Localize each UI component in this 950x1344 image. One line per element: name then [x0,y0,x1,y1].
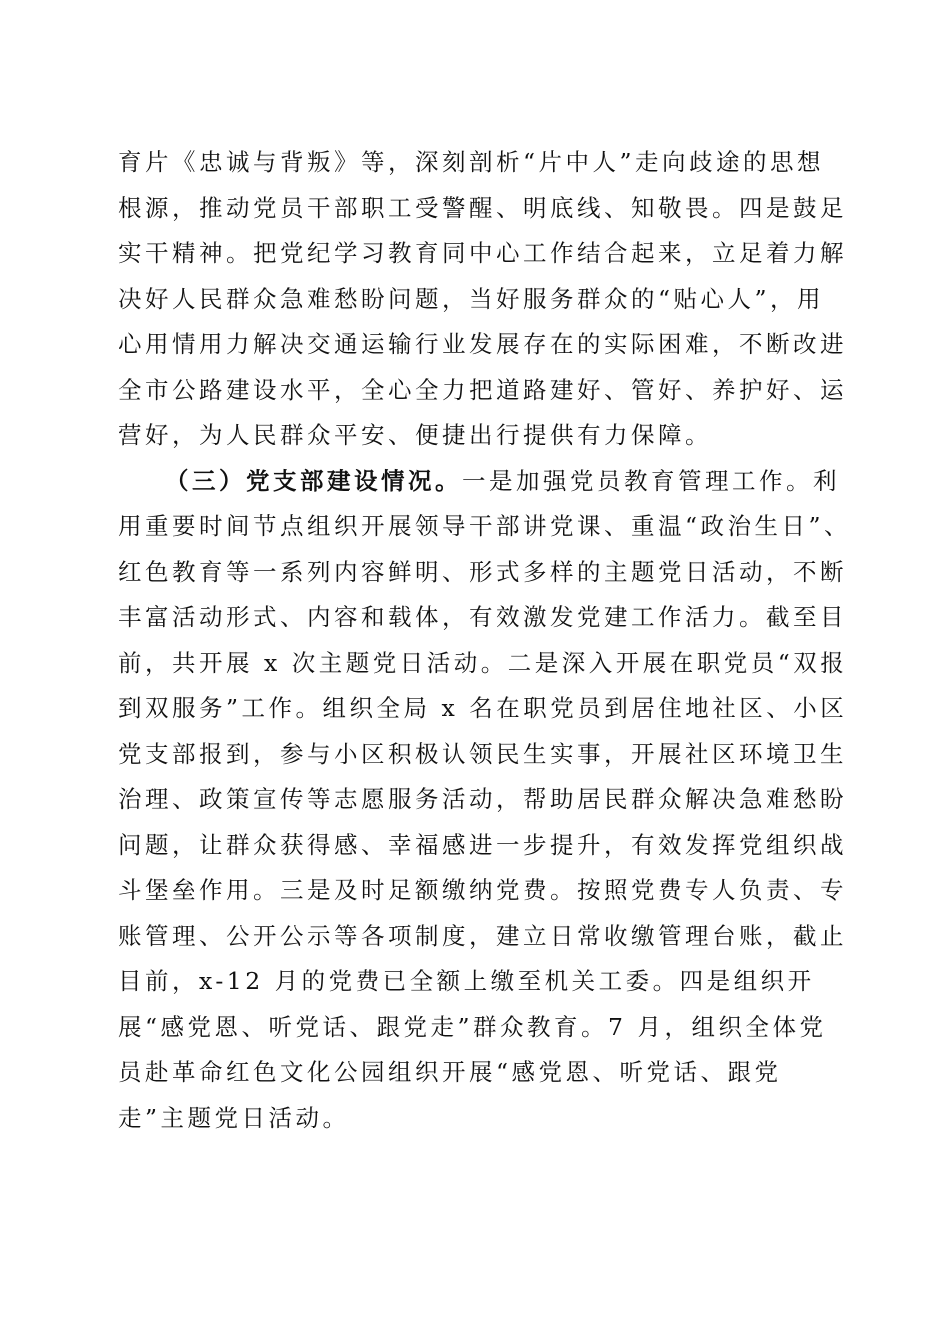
paragraph-2-line-6: 到双服务”工作。组织全局 x 名在职党员到居住地社区、小区 [118,694,848,722]
document-body [118,140,852,1141]
paragraph-2-line-13: 展“感党恩、听党话、跟党走”群众教育。7 月，组织全体党 [118,1012,827,1041]
paragraph-2-line-5: 前，共开展 x 次主题党日活动。二是深入开展在职党员“双报 [118,648,848,677]
paragraph-2-line-9: 问题，让群众获得感、幸福感进一步提升，有效发挥党组织战 [118,830,847,859]
paragraph-1-line-4: 决好人民群众急难愁盼问题，当好服务群众的“贴心人”，用 [118,284,825,313]
paragraph-2-line-1-text: 一是加强党员教育管理工作。利 [462,466,840,495]
paragraph-1-line-1: 育片《忠诚与背叛》等，深刻剖析“片中人”走向歧途的思想 [118,148,825,176]
paragraph-1-line-2: 根源，推动党员干部职工受警醒、明底线、知敬畏。四是鼓足 [118,193,847,222]
paragraph-2-line-14: 员赴革命红色文化公园组织开展“感党恩、听党话、跟党 [118,1058,782,1086]
paragraph-2-line-12: 目前，x-12 月的党费已全额上缴至机关工委。四是组织开 [118,967,815,995]
paragraph-2-line-11: 账管理、公开公示等各项制度，建立日常收缴管理台账，截止 [118,921,847,950]
paragraph-2-line-1 [118,459,840,505]
paragraph-2-line-3: 红色教育等一系列内容鲜明、形式多样的主题党日活动，不断 [118,557,847,586]
paragraph-2-line-2: 用重要时间节点组织开展领导干部讲党课、重温“政治生日”、 [118,512,852,540]
paragraph-1-line-3: 实干精神。把党纪学习教育同中心工作结合起来，立足着力解 [118,239,847,267]
paragraph-2-line-15: 走”主题党日活动。 [118,1103,350,1132]
paragraph-2-line-10: 斗堡垒作用。三是及时足额缴纳党费。按照党费专人负责、专 [118,876,847,904]
paragraph-1 [118,140,847,459]
paragraph-2-line-8: 治理、政策宣传等志愿服务活动，帮助居民群众解决急难愁盼 [118,785,847,813]
paragraph-1-line-6: 全市公路建设水平，全心全力把道路建好、管好、养护好、运 [118,375,847,404]
paragraph-2-line-4: 丰富活动形式、内容和载体，有效激发党建工作活力。截至目 [118,603,847,631]
paragraph-2-line-7: 党支部报到，参与小区积极认领民生实事，开展社区环境卫生 [118,739,847,768]
paragraph-2 [118,459,852,1142]
section-heading: （三）党支部建设情况。 [165,466,462,495]
paragraph-1-line-7: 营好，为人民群众平安、便捷出行提供有力保障。 [118,421,712,449]
paragraph-1-line-5: 心用情用力解决交通运输行业发展存在的实际困难，不断改进 [118,330,847,358]
